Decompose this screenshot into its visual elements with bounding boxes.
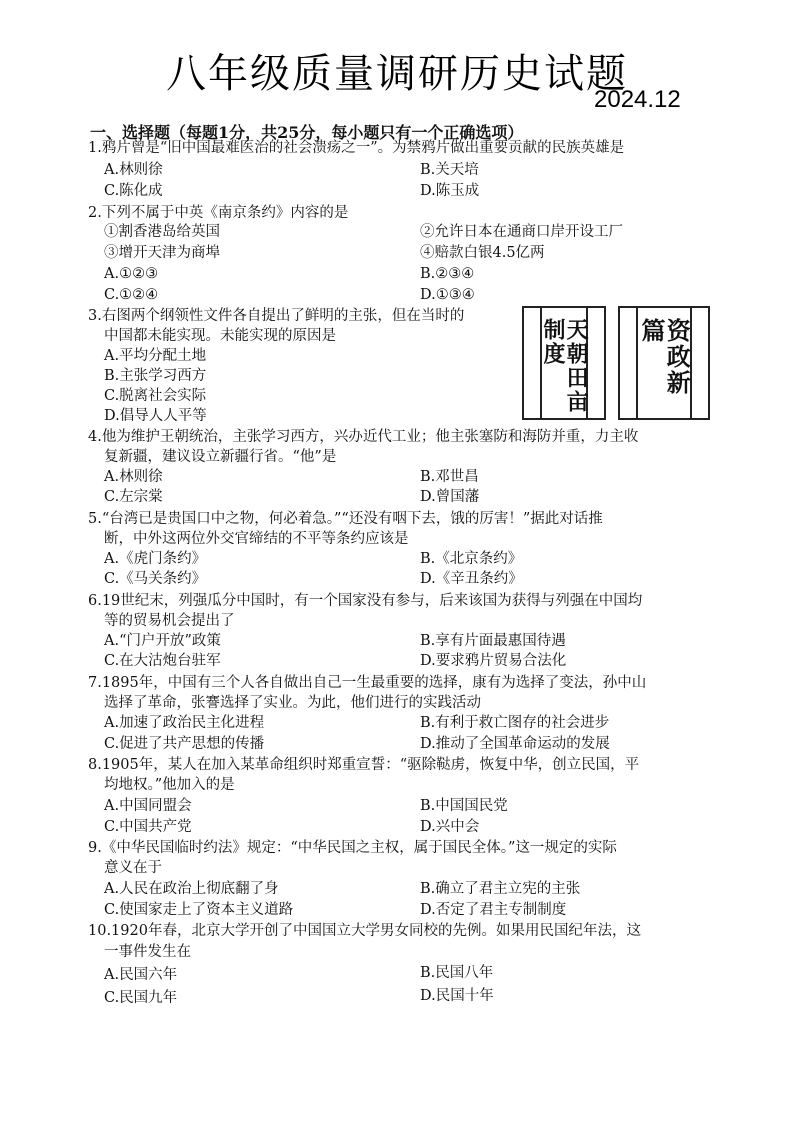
figure-book-zizheng [618,306,710,420]
q9-option-d: D.否定了君主专制制度 [420,902,567,918]
exam-date: 2024.12 [594,86,681,113]
q4-option-a: A.林则徐 [104,469,163,485]
q2-item-3: ③增开天津为商埠 [104,245,220,261]
question-5-stem-2: 断，中外这两位外交官缔结的不平等条约应该是 [104,531,409,547]
q2-option-c: C.①②④ [104,287,159,303]
book-title-zizheng: 资政新篇 [637,318,692,396]
q4-option-b: B.邓世昌 [420,469,479,485]
question-9-stem-2: 意义在于 [104,860,162,876]
question-10-stem-1: 10.1920年春，北京大学开创了中国国立大学男女同校的先例。如果用民国纪年法，这 [88,923,641,939]
q5-option-c: C.《马关条约》 [104,571,207,587]
q3-option-c: C.脱离社会实际 [104,388,207,404]
exam-title: 八年级质量调研历史试题 [166,51,628,97]
q5-option-a: A.《虎门条约》 [104,551,207,567]
q2-option-b: B.②③④ [420,266,475,282]
section-heading: 一、选择题（每题1分，共25分，每小题只有一个正确选项） [90,123,524,142]
question-1-stem: 1.鸦片曾是“旧中国最难医治的社会溃疡之一”。为禁鸦片做出重要贡献的民族英雄是 [88,140,625,156]
q9-option-b: B.确立了君主立宪的主张 [420,881,581,897]
q10-option-b: B.民国八年 [420,965,494,981]
q7-option-d: D.推动了全国革命运动的发展 [420,736,610,752]
question-7-stem-1: 7.1895年，中国有三个人各自做出自己一生最重要的选择，康有为选择了变法，孙中山 [88,675,647,691]
q2-item-1: ①割香港岛给英国 [104,224,220,240]
question-6-stem-2: 等的贸易机会提出了 [104,613,235,629]
question-4-stem-2: 复新疆，建议设立新疆行省。“他”是 [104,449,337,465]
question-4-stem-1: 4.他为维护王朝统治，主张学习西方，兴办近代工业；他主张塞防和海防并重，力主收 [88,429,639,445]
book-title-tianchao: 天朝田亩制度 [540,318,590,414]
q2-item-2: ②允许日本在通商口岸开设工厂 [420,224,623,240]
q7-option-a: A.加速了政治民主化进程 [104,715,265,731]
question-6-stem-1: 6.19世纪末，列强瓜分中国时，有一个国家没有参与，后来该国为获得与列强在中国均 [88,593,643,609]
q4-option-d: D.曾国藩 [420,489,480,505]
q2-option-a: A.①②③ [104,266,159,282]
q9-option-c: C.使国家走上了资本主义道路 [104,902,294,918]
question-7-stem-2: 选择了革命，张謇选择了实业。为此，他们进行的实践活动 [104,695,481,711]
question-9-stem-1: 9.《中华民国临时约法》规定：“中华民国之主权，属于国民全体。”这一规定的实际 [88,840,617,856]
question-5-stem-1: 5.“台湾已是贵国口中之物，何必着急。”“还没有咽下去，饿的厉害！”据此对话推 [88,511,603,527]
q3-option-d: D.倡导人人平等 [104,408,207,424]
q3-option-a: A.平均分配土地 [104,348,207,364]
question-2-stem: 2.下列不属于中英《南京条约》内容的是 [88,205,349,221]
q5-option-b: B.《北京条约》 [420,551,523,567]
q6-option-a: A.“门户开放”政策 [104,633,221,649]
question-10-stem-2: 一事件发生在 [104,944,191,960]
q10-option-a: A.民国六年 [104,967,178,983]
q10-option-c: C.民国九年 [104,990,178,1006]
q8-option-b: B.中国国民党 [420,798,508,814]
q2-item-4: ④赔款白银4.5亿两 [420,245,545,261]
q6-option-d: D.要求鸦片贸易合法化 [420,653,567,669]
q1-option-d: D.陈玉成 [420,183,480,199]
q4-option-c: C.左宗棠 [104,489,163,505]
q6-option-c: C.在大沽炮台驻军 [104,653,221,669]
q1-option-c: C.陈化成 [104,183,163,199]
q1-option-b: B.关天培 [420,162,479,178]
question-3-stem-2: 中国都未能实现。未能实现的原因是 [104,328,336,344]
q1-option-a: A.林则徐 [104,162,163,178]
q2-option-d: D.①③④ [420,287,475,303]
q8-option-d: D.兴中会 [420,819,480,835]
q10-option-d: D.民国十年 [420,988,494,1004]
question-3-stem-1: 3.右图两个纲领性文件各自提出了鲜明的主张，但在当时的 [88,308,465,324]
q8-option-a: A.中国同盟会 [104,798,192,814]
q9-option-a: A.人民在政治上彻底翻了身 [104,881,279,897]
figure-book-tianchao [522,306,606,420]
q5-option-d: D.《辛丑条约》 [420,571,523,587]
q7-option-b: B.有利于救亡图存的社会进步 [420,715,610,731]
q6-option-b: B.享有片面最惠国待遇 [420,633,566,649]
q8-option-c: C.中国共产党 [104,819,192,835]
q3-option-b: B.主张学习西方 [104,368,207,384]
question-8-stem-2: 均地权。”他加入的是 [104,777,235,793]
question-8-stem-1: 8.1905年，某人在加入某革命组织时郑重宣誓：“驱除鞑虏，恢复中华，创立民国，平 [88,757,640,773]
q7-option-c: C.促进了共产思想的传播 [104,736,265,752]
